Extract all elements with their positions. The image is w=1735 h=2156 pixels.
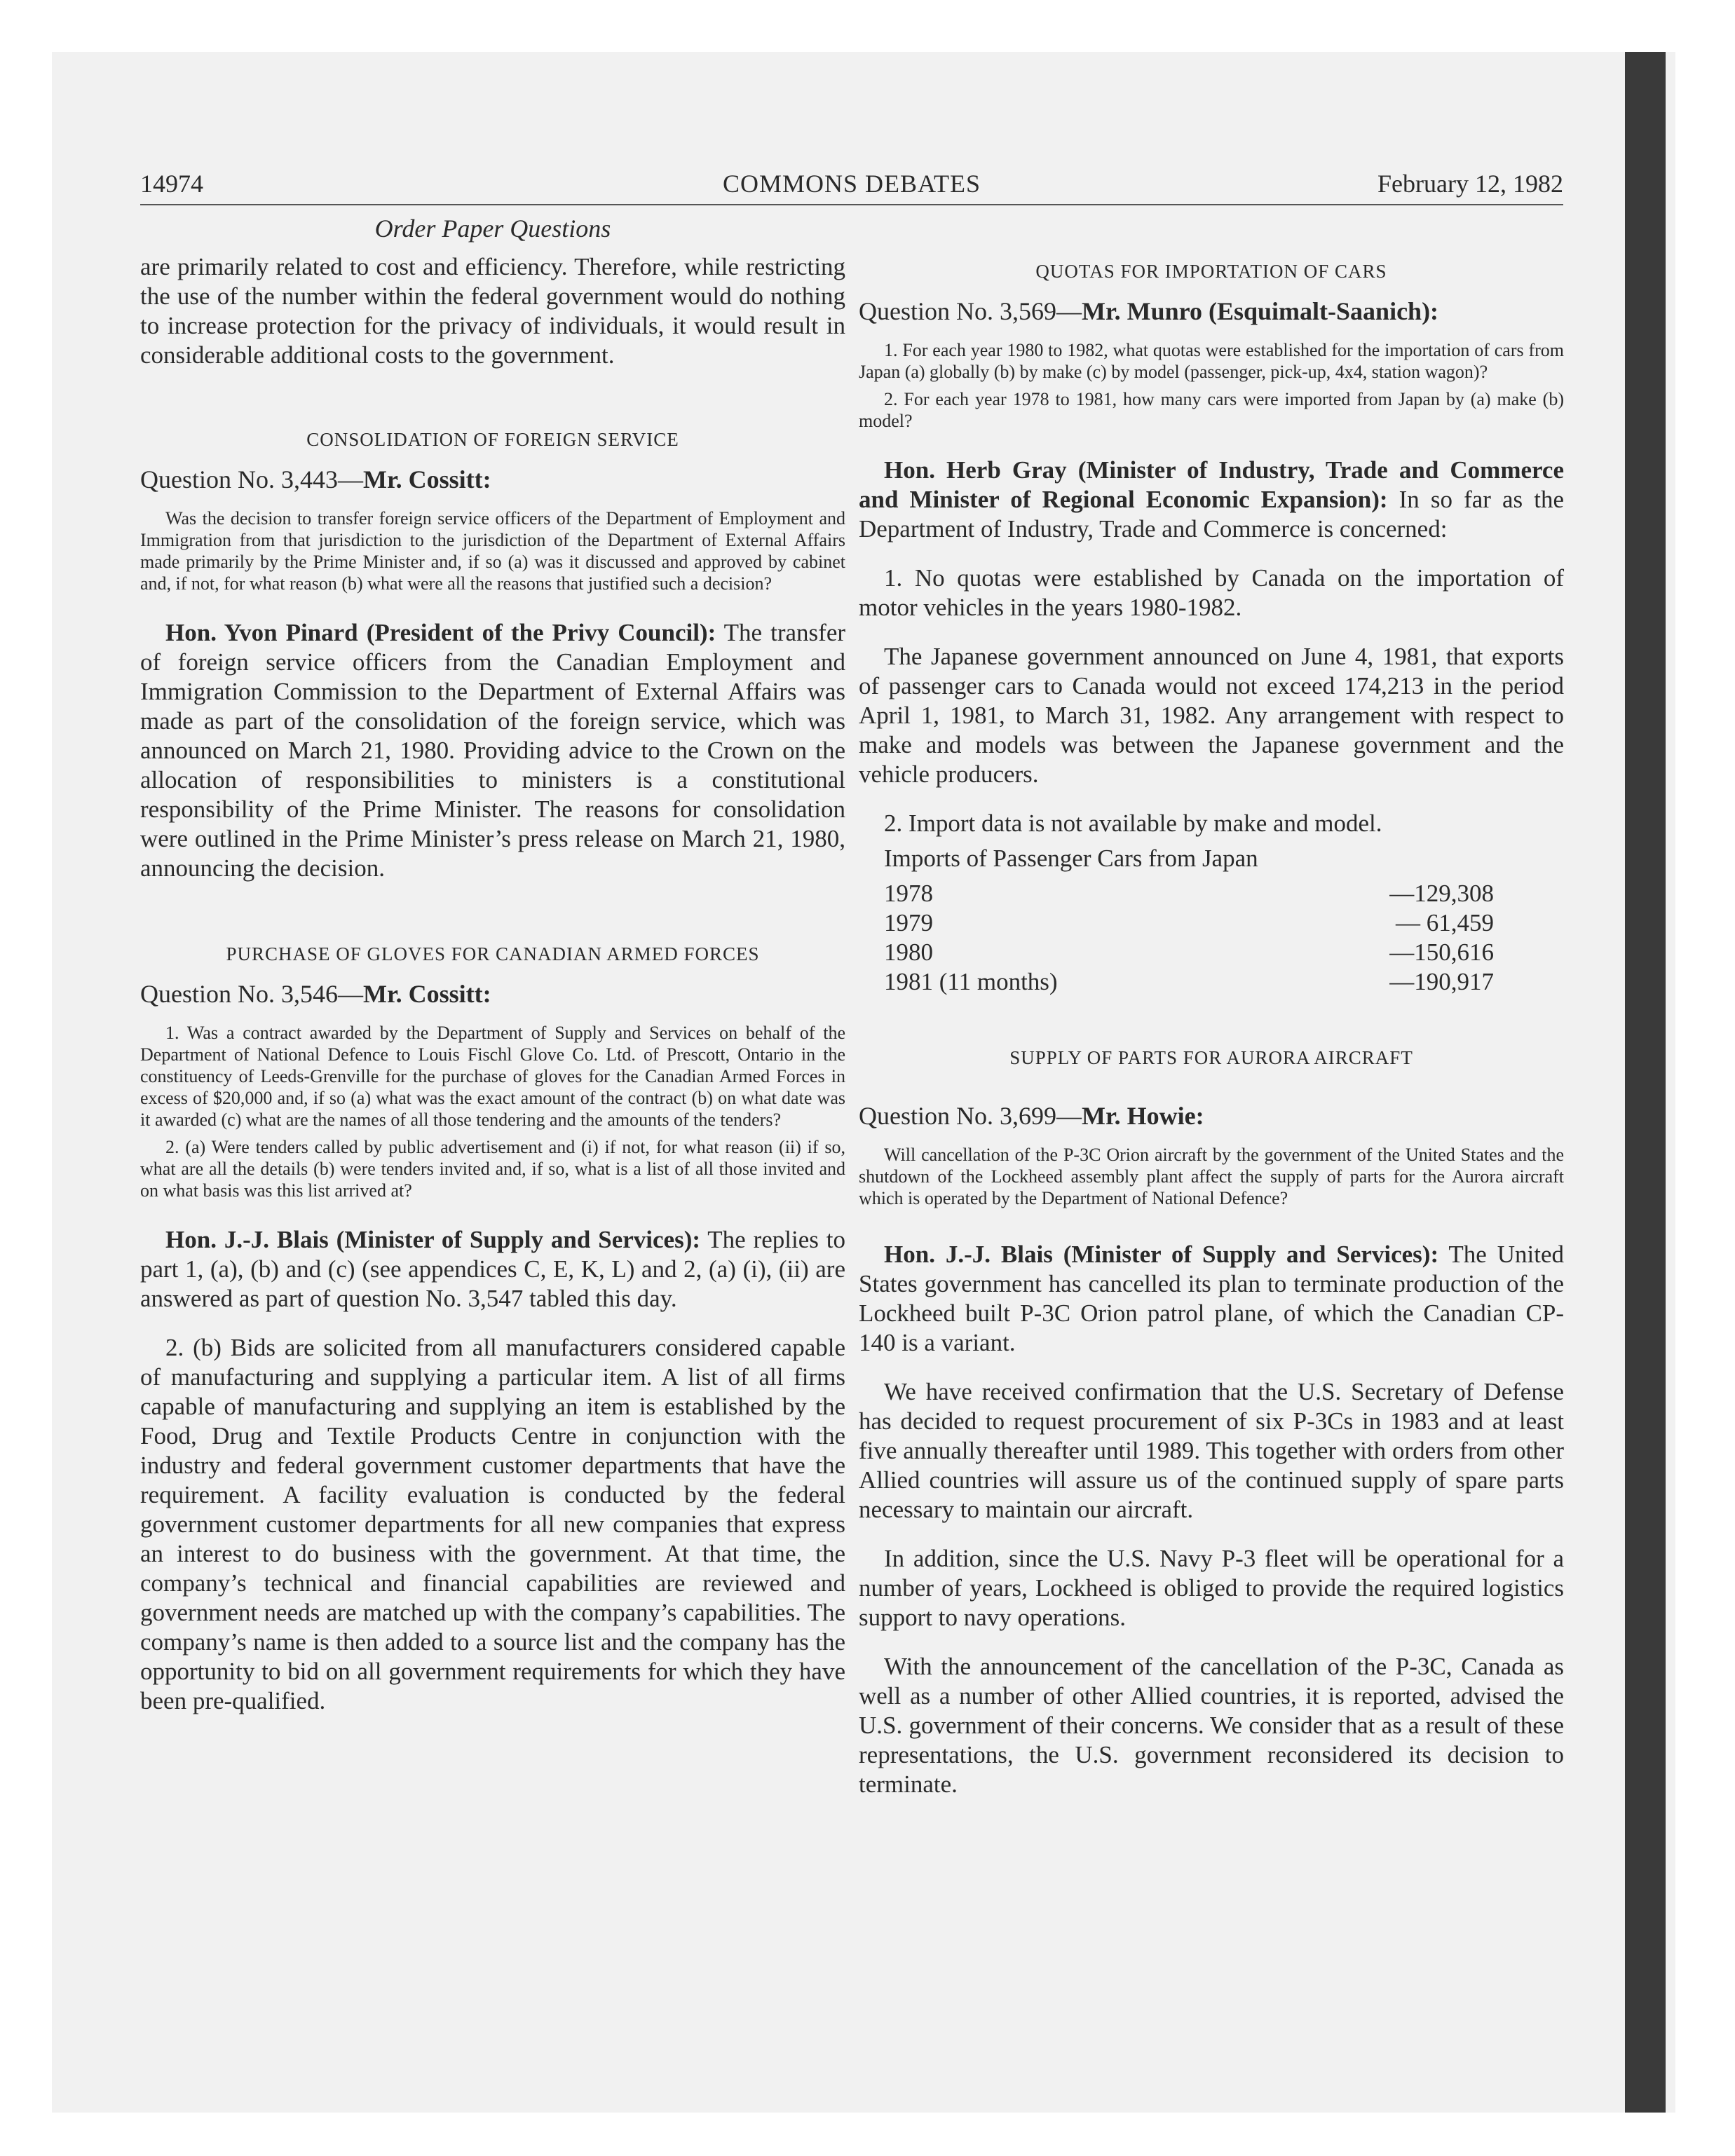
imports-year: 1981 (11 months) [884, 968, 1058, 995]
question-text: Will cancellation of the P-3C Orion aircraft by the government of the United States and the shutdown of the Lockheed assembly plant affect the supply of parts for the Aurora aircraft which is operated by the Department of National Defence? [859, 1145, 1564, 1208]
imports-value: — 61,459 [1396, 909, 1494, 936]
answer-paragraph: 1. No quotas were established by Canada on the importation of motor vehicles in the years 1980-1982. [859, 564, 1564, 621]
answer-paragraph: The Japanese government announced on June 4, 1981, that exports of passenger cars to Canada would not exceed 174,213 in the period April 1, 1981, to March 31, 1982. Any arrangement with respect to make and models was between the Japanese government and the vehicle producers. [859, 643, 1564, 788]
answer-paragraph: 2. (b) Bids are solicited from all manufacturers considered capable of manufacturing and supplying a particular item. A list of all firms capable of manufacturing and supplying an item is established by the Food, Drug and Textile Products Centre in conjunction with the industry and federal government customer departments that have the requirement. A facility evaluation is conducted by the federal government customer departments for all new companies that express an interest to do business with the government. At that time, the company’s technical and financial capabilities are reviewed and government needs are matched up with the company’s capabilities. The company’s name is then added to a source list and the company has the opportunity to bid on all government requirements for which they have been pre-qualified. [140, 1334, 845, 1714]
question-text: 1. Was a contract awarded by the Department of Supply and Services on behalf of the Department of National Defence to Louis Fischl Glove Co. Ltd. of Prescott, Ontario in the constituency of Leeds-Grenville for the purchase of gloves for the Canadian Armed Forces in excess of $20,000 and, if so (a) what was the exact amount of the contract (b) on what date was it awarded (c) what are the names of all those tendering and the amounts of the tenders? [140, 1023, 845, 1130]
question-text: Was the decision to transfer foreign service officers of the Department of Employment and Immigration from that jurisdiction to the jurisdiction of the Department of External Affairs made primarily by the Prime Minister and, if so (a) was it discussed and approved by cabinet and, if not, for what reason (b) what were all the reasons that justified such a decision? [140, 508, 845, 594]
imports-value: —129,308 [1389, 880, 1494, 907]
imports-row [884, 908, 1494, 938]
right-column [859, 252, 1564, 1799]
question-heading: QUOTAS FOR IMPORTATION OF CARS [1035, 261, 1387, 282]
question-text: 1. For each year 1980 to 1982, what quotas were established for the importation of cars from Japan (a) globally (b) by make (c) by model (passenger, pick-up, 4x4, station wagon)? [859, 340, 1564, 382]
answer-paragraph: With the announcement of the cancellation of the P-3C, Canada as well as a number of other Allied countries, it is reported, advised the U.S. government of their concerns. We consider that as a result of these representations, the U.S. government reconsidered its decision to terminate. [859, 1653, 1564, 1798]
header-rule [140, 204, 1563, 205]
question-line [859, 1100, 1564, 1131]
imports-value: —190,917 [1389, 968, 1494, 995]
question-heading: SUPPLY OF PARTS FOR AURORA AIRCRAFT [1009, 1047, 1413, 1068]
answer-text: The replies to part 1, (a), (b) and (c) (see appendices C, E, K, L) and 2, (a) (i), (ii) are answered as part of question No. 3,547 tabled this day. [140, 1226, 845, 1312]
journal-title: COMMONS DEBATES [722, 170, 981, 198]
answer-text: In so far as the Department of Industry, Trade and Commerce is concerned: [859, 486, 1565, 543]
left-column [140, 252, 845, 1716]
imports-value: —150,616 [1389, 939, 1494, 966]
imports-year: 1978 [884, 880, 933, 907]
answer-speaker: Hon. Yvon Pinard (President of the Privy Council): [165, 619, 716, 646]
question-member: Mr. Cossitt: [363, 465, 491, 493]
answer-paragraph [140, 618, 845, 883]
question-line [140, 978, 845, 1009]
answer-speaker: Hon. J.-J. Blais (Minister of Supply and Services): [884, 1241, 1439, 1268]
table-title: Imports of Passenger Cars from Japan [884, 845, 1258, 872]
answer-paragraph [859, 456, 1564, 544]
continued-paragraph: are primarily related to cost and efficiency. Therefore, while restricting the use of the number within the federal government would do nothing to increase protection for the privacy of individuals, it would result in considerable additional costs to the government. [140, 253, 845, 369]
question-number: Question No. 3,546— [140, 980, 363, 1008]
question-text: 2. For each year 1978 to 1981, how many cars were imported from Japan by (a) make (b) model? [859, 389, 1564, 431]
question-heading: CONSOLIDATION OF FOREIGN SERVICE [306, 429, 679, 450]
question-number: Question No. 3,699— [859, 1102, 1082, 1130]
running-header [140, 165, 1563, 202]
imports-row [884, 967, 1494, 997]
answer-text: The United States government has cancelled its plan to terminate production of the Lockheed built P-3C Orion patrol plane, of which the Canadian CP-140 is a variant. [859, 1241, 1564, 1356]
section-title: Order Paper Questions [374, 214, 611, 243]
scan-edge-bar [1625, 52, 1666, 2113]
question-heading: PURCHASE OF GLOVES FOR CANADIAN ARMED FORCES [226, 943, 760, 964]
answer-paragraph: 2. Import data is not available by make and model. [884, 810, 1382, 837]
answer-paragraph: We have received confirmation that the U.S. Secretary of Defense has decided to request procurement of six P-3Cs in 1983 and at least five annually thereafter until 1989. This together with orders from other Allied countries will assure us of the continued supply of spare parts necessary to maintain our aircraft. [859, 1378, 1564, 1523]
imports-year: 1980 [884, 939, 933, 966]
imports-table-body [884, 879, 1494, 997]
page-number: 14974 [140, 170, 203, 198]
answer-text: The transfer of foreign service officers from the Canadian Employment and Immigration Commission to the Department of External Affairs was made as part of the consolidation of the foreign service, which was announced on March 21, 1980. Providing advice to the Crown on the allocation of responsibilities to ministers is a constitutional responsibility of the Prime Minister. The reasons for consolidation were outlined in the Prime Minister’s press release on March 21, 1980, announcing the decision. [140, 619, 846, 882]
answer-speaker: Hon. J.-J. Blais (Minister of Supply and Services): [165, 1226, 701, 1253]
question-number: Question No. 3,443— [140, 465, 363, 493]
question-member: Mr. Howie: [1082, 1102, 1204, 1130]
question-member: Mr. Cossitt: [363, 980, 491, 1008]
answer-paragraph [140, 1225, 845, 1314]
answer-speaker: Hon. Herb Gray (Minister of Industry, Trade and Commerce and Minister of Regional Economic Expansion): [859, 456, 1564, 513]
imports-row [884, 938, 1494, 967]
answer-paragraph: In addition, since the U.S. Navy P-3 fleet will be operational for a number of years, Lockheed is obliged to provide the required logistics support to navy operations. [859, 1545, 1564, 1631]
question-number: Question No. 3,569— [859, 297, 1082, 325]
imports-row [884, 879, 1494, 908]
question-line [140, 464, 845, 495]
question-text: 2. (a) Were tenders called by public advertisement and (i) if not, for what reason (ii) if so, what are all the details (b) were tenders invited and, if so, what is a list of all those invited and on what basis was this list arrived at? [140, 1137, 845, 1201]
imports-year: 1979 [884, 909, 933, 936]
imports-table [884, 879, 1494, 997]
answer-paragraph [859, 1240, 1564, 1358]
question-member: Mr. Munro (Esquimalt-Saanich): [1082, 297, 1439, 325]
question-line [859, 296, 1564, 327]
issue-date: February 12, 1982 [1377, 170, 1563, 198]
